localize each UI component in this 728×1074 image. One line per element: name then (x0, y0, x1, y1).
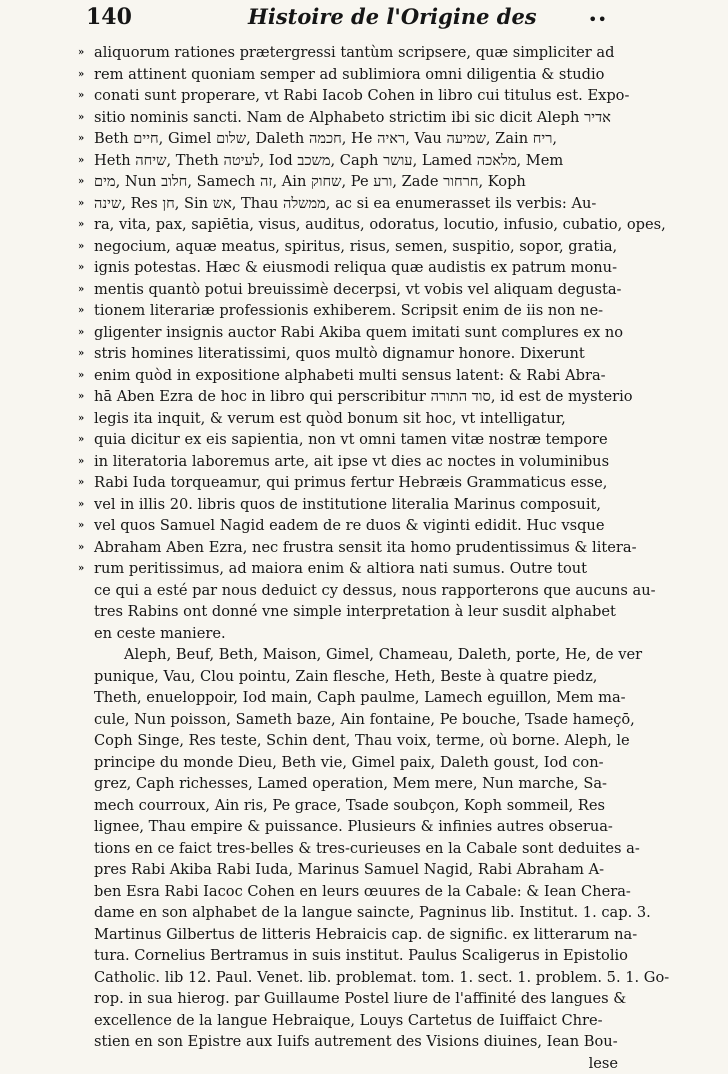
text-line (78, 623, 618, 645)
text-line (78, 924, 618, 946)
text-line (78, 580, 618, 602)
line-text: enim quòd in expositione alphabeti multi sensus latent: & Rabi Abra- (94, 367, 606, 384)
text-line (78, 709, 618, 731)
body-text (78, 42, 618, 1074)
quotation-mark: » (78, 107, 94, 129)
line-text: grez, Caph richesses, Lamed operation, Mem mere, Nun marche, Sa- (94, 775, 607, 792)
text-line (78, 816, 618, 838)
quotation-mark: » (78, 193, 94, 215)
line-text: ben Esra Rabi Iacoc Cohen en leurs œuures de la Cabale: & Iean Chera- (94, 883, 631, 900)
text-line (78, 451, 618, 473)
quotation-mark: » (78, 515, 94, 537)
text-line (78, 773, 618, 795)
text-line (78, 752, 618, 774)
quotation-mark: » (78, 85, 94, 107)
line-text: Heth שיחה, Theth לעיטה, Iod משכב, Caph עושר, Lamed מלאכה, Mem (94, 152, 563, 169)
line-text: rop. in sua hierog. par Guillaume Postel liure de l'affinité des langues & (94, 990, 626, 1007)
text-line (78, 838, 618, 860)
line-text: Beth חיים, Gimel שלום, Daleth חכמה, He ראיה, Vau שמיעה, Zain ריח, (94, 130, 557, 147)
text-line (78, 1053, 618, 1074)
text-line (78, 795, 618, 817)
line-text: negocium, aquæ meatus, spiritus, risus, semen, suspitio, sopor, gratia, (94, 238, 617, 255)
quotation-mark: » (78, 322, 94, 344)
line-text: quia dicitur ex eis sapientia, non vt omni tamen vitæ nostræ tempore (94, 431, 608, 448)
quotation-mark: » (78, 128, 94, 150)
line-text: cule, Nun poisson, Sameth baze, Ain fontaine, Pe bouche, Tsade hameçō, (94, 711, 635, 728)
line-text: in literatoria laboremus arte, ait ipse vt dies ac noctes in voluminibus (94, 453, 609, 470)
quotation-mark: » (78, 537, 94, 559)
line-text: excellence de la langue Hebraique, Louys Cartetus de Iuiffaict Chre- (94, 1012, 603, 1029)
quotation-mark: » (78, 451, 94, 473)
line-text: ra, vita, pax, sapiētia, visus, auditus, odoratus, locutio, infusio, cubatio, opes, (94, 216, 666, 233)
text-line (78, 644, 618, 666)
quotation-mark: » (78, 472, 94, 494)
line-text: tura. Cornelius Bertramus in suis institut. Paulus Scaligerus in Epistolio (94, 947, 628, 964)
quotation-mark: » (78, 365, 94, 387)
text-line (78, 322, 618, 344)
text-line (78, 408, 618, 430)
text-line (78, 386, 618, 408)
text-line (78, 666, 618, 688)
text-line (78, 343, 618, 365)
text-line (78, 128, 618, 150)
text-line (78, 300, 618, 322)
text-line (78, 279, 618, 301)
line-text: mentis quantò potui breuissimè decerpsi, vt vobis vel aliquam degusta- (94, 281, 621, 298)
text-line (78, 537, 618, 559)
line-text: stien en son Epistre aux Iuifs autrement des Visions diuines, Iean Bou- (94, 1033, 618, 1050)
text-line (78, 171, 618, 193)
line-text: tions en ce faict tres-belles & tres-curieuses en la Cabale sont deduites a- (94, 840, 640, 857)
quotation-mark: » (78, 150, 94, 172)
text-line (78, 472, 618, 494)
line-text: Aleph, Beuf, Beth, Maison, Gimel, Chameau, Daleth, porte, He, de ver (124, 646, 642, 663)
line-text: שינה, Res חן, Sin אש, Thau ממשלה, ac si ea enumerasset ils verbis: Au- (94, 195, 596, 212)
text-line (78, 859, 618, 881)
line-text: rum peritissimus, ad maiora enim & altiora nati sumus. Outre tout (94, 560, 587, 577)
line-text: conati sunt properare, vt Rabi Iacob Cohen in libro cui titulus est. Expo- (94, 87, 629, 104)
line-text: מים, Nun חלוב, Samech זה, Ain שחוק, Pe ורע, Zade חרחור, Koph (94, 173, 526, 190)
quotation-mark: » (78, 300, 94, 322)
quotation-mark: » (78, 236, 94, 258)
line-text: dame en son alphabet de la langue saincte, Pagninus lib. Institut. 1. cap. 3. (94, 904, 651, 921)
line-text: gligenter insignis auctor Rabi Akiba quem imitati sunt complures ex no (94, 324, 623, 341)
line-text: principe du monde Dieu, Beth vie, Gimel paix, Daleth goust, Iod con- (94, 754, 604, 771)
line-text: ce qui a esté par nous deduict cy dessus, nous rapporterons que aucuns au- (94, 582, 656, 599)
line-text: ignis potestas. Hæc & eiusmodi reliqua quæ audistis ex patrum monu- (94, 259, 617, 276)
text-line (78, 236, 618, 258)
quotation-mark: » (78, 64, 94, 86)
text-line (78, 85, 618, 107)
text-line (78, 429, 618, 451)
line-text: sitio nominis sancti. Nam de Alphabeto strictim ibi sic dicit Aleph אדיר (94, 109, 611, 126)
line-text: vel quos Samuel Nagid eadem de re duos & viginti edidit. Huc vsque (94, 517, 604, 534)
text-line (78, 1031, 618, 1053)
line-text: Coph Singe, Res teste, Schin dent, Thau voix, terme, où borne. Aleph, le (94, 732, 630, 749)
quotation-mark: » (78, 171, 94, 193)
quotation-mark: » (78, 214, 94, 236)
text-line (78, 1010, 618, 1032)
header-ornament-icon: •• (588, 10, 607, 29)
text-line (78, 687, 618, 709)
text-line (78, 601, 618, 623)
quotation-mark: » (78, 42, 94, 64)
quotation-mark: » (78, 558, 94, 580)
line-text: Rabi Iuda torqueamur, qui primus fertur Hebræis Grammaticus esse, (94, 474, 607, 491)
quotation-mark: » (78, 494, 94, 516)
running-title: Histoire de l'Origine des (248, 4, 537, 29)
line-text: punique, Vau, Clou pointu, Zain flesche, Heth, Beste à quatre piedz, (94, 668, 597, 685)
text-line (78, 193, 618, 215)
line-text: lignee, Thau empire & puissance. Plusieurs & infinies autres obserua- (94, 818, 613, 835)
quotation-mark: » (78, 343, 94, 365)
page-header (0, 0, 728, 44)
text-line (78, 902, 618, 924)
quotation-mark: » (78, 386, 94, 408)
text-line (78, 967, 618, 989)
line-text: hā Aben Ezra de hoc in libro qui perscribitur סוד התורה, id est de mysterio (94, 388, 633, 405)
text-line (78, 494, 618, 516)
line-text: tres Rabins ont donné vne simple interpretation à leur susdit alphabet (94, 603, 616, 620)
text-line (78, 214, 618, 236)
line-text: Theth, enueloppoir, Iod main, Caph paulme, Lamech eguillon, Mem ma- (94, 689, 626, 706)
text-line (78, 107, 618, 129)
text-line (78, 988, 618, 1010)
text-line (78, 150, 618, 172)
line-text: legis ita inquit, & verum est quòd bonum sit hoc, vt intelligatur, (94, 410, 566, 427)
line-text: Catholic. lib 12. Paul. Venet. lib. problemat. tom. 1. sect. 1. problem. 5. 1. Go- (94, 969, 669, 986)
text-line (78, 365, 618, 387)
text-line (78, 881, 618, 903)
quotation-mark: » (78, 408, 94, 430)
line-text: tionem literariæ professionis exhiberem. Scripsit enim de iis non ne- (94, 302, 603, 319)
line-text: rem attinent quoniam semper ad sublimiora omni diligentia & studio (94, 66, 604, 83)
page-number: 140 (86, 4, 132, 30)
text-line (78, 515, 618, 537)
text-line (78, 558, 618, 580)
quotation-mark: » (78, 279, 94, 301)
text-line (78, 730, 618, 752)
text-line (78, 257, 618, 279)
line-text: stris homines literatissimi, quos multò dignamur honore. Dixerunt (94, 345, 585, 362)
line-text: Martinus Gilbertus de litteris Hebraicis cap. de signific. ex litterarum na- (94, 926, 637, 943)
line-text: lese (589, 1055, 618, 1072)
line-text: vel in illis 20. libris quos de institutione literalia Marinus composuit, (94, 496, 601, 513)
text-line (78, 945, 618, 967)
text-line (78, 42, 618, 64)
line-text: Abraham Aben Ezra, nec frustra sensit ita homo prudentissimus & litera- (94, 539, 637, 556)
line-text: aliquorum rationes prætergressi tantùm scripsere, quæ simpliciter ad (94, 44, 614, 61)
line-text: mech courroux, Ain ris, Pe grace, Tsade soubçon, Koph sommeil, Res (94, 797, 605, 814)
quotation-mark: » (78, 429, 94, 451)
line-text: en ceste maniere. (94, 625, 226, 642)
text-line (78, 64, 618, 86)
line-text: pres Rabi Akiba Rabi Iuda, Marinus Samuel Nagid, Rabi Abraham A- (94, 861, 604, 878)
quotation-mark: » (78, 257, 94, 279)
